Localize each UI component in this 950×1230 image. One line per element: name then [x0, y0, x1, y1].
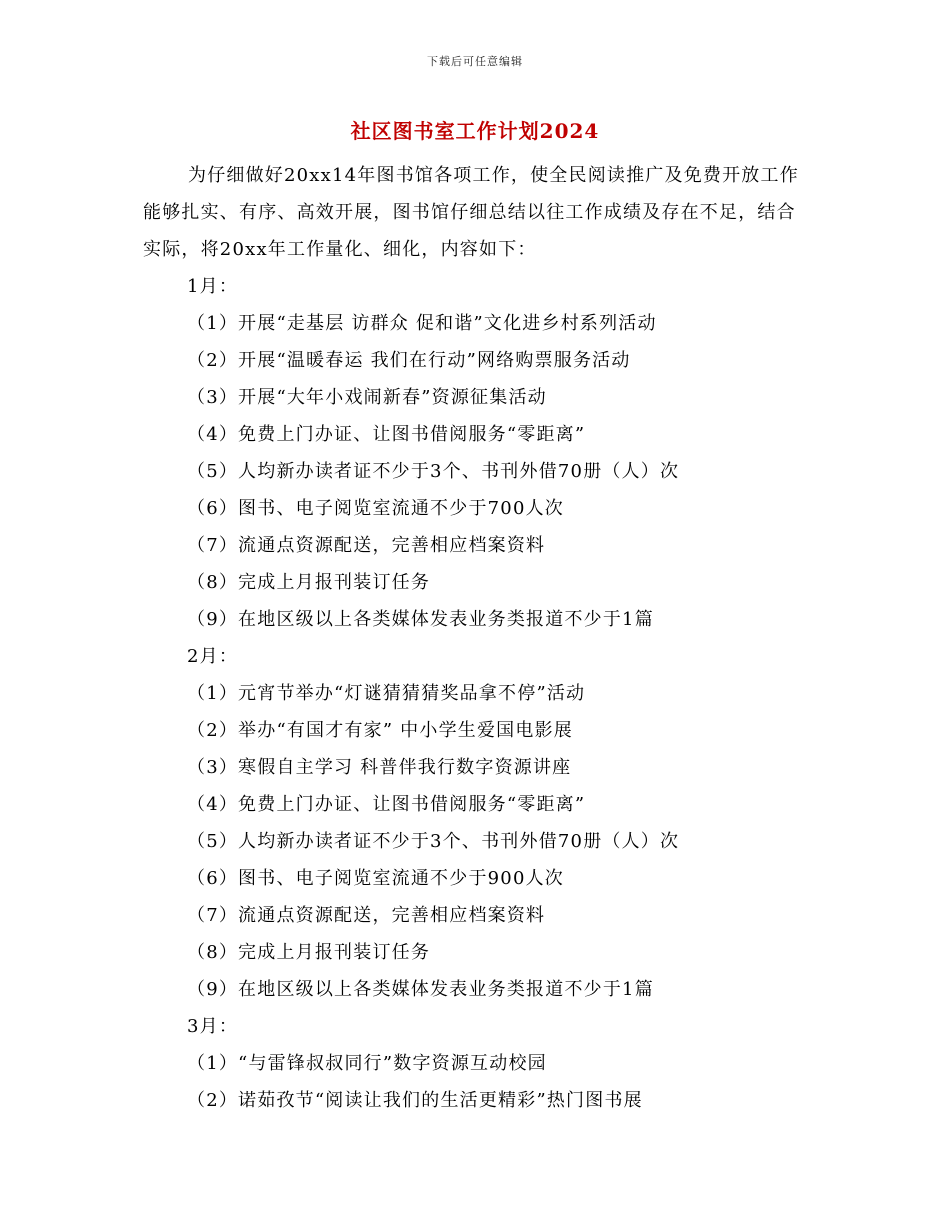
plan-item: （9）在地区级以上各类媒体发表业务类报道不少于1篇	[187, 979, 654, 1000]
plan-item: （4）免费上门办证、让图书借阅服务“零距离”	[187, 794, 586, 815]
plan-item: （6）图书、电子阅览室流通不少于900人次	[187, 868, 565, 889]
plan-item: （7）流通点资源配送，完善相应档案资料	[187, 905, 546, 926]
plan-item: （1）“与雷锋叔叔同行”数字资源互动校园	[187, 1053, 547, 1074]
plan-item: （5）人均新办读者证不少于3个、书刊外借70册（人）次	[187, 461, 680, 482]
plan-item: （8）完成上月报刊装订任务	[187, 942, 431, 963]
month-label: 3月：	[187, 1016, 239, 1037]
document-title: 社区图书室工作计划2024	[350, 119, 600, 143]
plan-item: （2）诺茹孜节“阅读让我们的生活更精彩”热门图书展	[187, 1090, 643, 1111]
month-section-1	[187, 268, 807, 638]
month-label: 2月：	[187, 646, 239, 667]
plan-item: （2）开展“温暖春运 我们在行动”网络购票服务活动	[187, 350, 631, 371]
plan-item: （7）流通点资源配送，完善相应档案资料	[187, 535, 546, 556]
plan-item: （1）元宵节举办“灯谜猜猜猜奖品拿不停”活动	[187, 683, 586, 704]
plan-item: （2）举办“有国才有家” 中小学生爱国电影展	[187, 720, 573, 741]
monthly-plan	[187, 268, 807, 1119]
plan-item: （1）开展“走基层 访群众 促和谐”文化进乡村系列活动	[187, 313, 657, 334]
plan-item: （6）图书、电子阅览室流通不少于700人次	[187, 498, 565, 519]
month-label: 1月：	[187, 276, 239, 297]
intro-paragraph: 为仔细做好20xx14年图书馆各项工作，使全民阅读推广及免费开放工作能够扎实、有序、高效开展，图书馆仔细总结以往工作成绩及存在不足，结合实际，将20xx年工作量化、细化，内容如下：	[143, 165, 799, 260]
plan-item: （4）免费上门办证、让图书借阅服务“零距离”	[187, 424, 586, 445]
month-section-2	[187, 638, 807, 1008]
header-note: 下载后可任意编辑	[427, 55, 523, 68]
plan-item: （8）完成上月报刊装订任务	[187, 572, 431, 593]
plan-item: （3）寒假自主学习 科普伴我行数字资源讲座	[187, 757, 572, 778]
plan-item: （9）在地区级以上各类媒体发表业务类报道不少于1篇	[187, 609, 654, 630]
plan-item: （5）人均新办读者证不少于3个、书刊外借70册（人）次	[187, 831, 680, 852]
plan-item: （3）开展“大年小戏闹新春”资源征集活动	[187, 387, 547, 408]
month-section-3	[187, 1008, 807, 1119]
